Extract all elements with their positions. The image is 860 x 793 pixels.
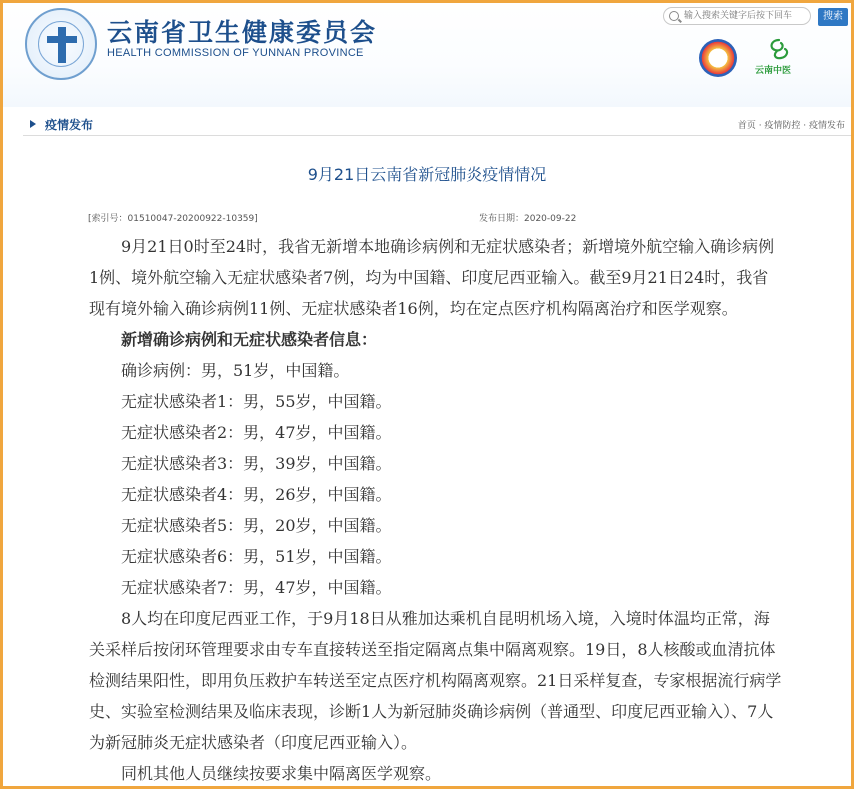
- article-publish-date: 发布日期：2020-09-22: [479, 214, 577, 224]
- campaign-logo-icon[interactable]: [699, 39, 737, 77]
- case-info-heading: 新增确诊病例和无症状感染者信息：: [121, 330, 378, 349]
- article-paragraph-2: 8人均在印度尼西亚工作，于9月18日从雅加达乘机自昆明机场入境，入境时体温均正常，海关采样后按闭环管理要求由专车直接转送至指定隔离点集中隔离观察。19日，8人核酸或血清抗体检测结果阳性，即用负压救护车转送至定点医疗机构隔离观察。21日采样复查，专家根据流行病学史、实验室检测结果及临床表现，诊断1人为新冠肺炎确诊病例（普通型、印度尼西亚输入）、7人为新冠肺炎无症状感染者（印度尼西亚输入）。: [89, 609, 782, 752]
- case-item: 无症状感染者3：男，39岁，中国籍。: [121, 454, 392, 473]
- case-item: 无症状感染者1：男，55岁，中国籍。: [121, 392, 392, 411]
- article-title: 9月21日云南省新冠肺炎疫情情况: [307, 165, 547, 184]
- nav-divider: [23, 135, 851, 136]
- case-item: 无症状感染者6：男，51岁，中国籍。: [121, 547, 392, 566]
- tcm-logo-icon[interactable]: [763, 37, 795, 61]
- case-item: 无症状感染者7：男，47岁，中国籍。: [121, 578, 392, 597]
- search-icon: [669, 11, 679, 21]
- search-input[interactable]: [684, 9, 808, 23]
- site-title[interactable]: 云南省卫生健康委员会: [107, 18, 378, 47]
- section-title[interactable]: 疫情发布: [45, 118, 94, 132]
- site-subtitle: HEALTH COMMISSION OF YUNNAN PROVINCE: [107, 47, 364, 59]
- emblem-cross-vertical: [58, 27, 66, 63]
- case-item: 确诊病例：男，51岁，中国籍。: [121, 361, 350, 380]
- site-header: [3, 3, 851, 107]
- section-marker-icon: [30, 120, 36, 128]
- article-body: [89, 231, 783, 789]
- article-paragraph-3: 同机其他人员继续按要求集中隔离医学观察。: [121, 764, 442, 783]
- article-paragraph-1: 9月21日0时至24时，我省无新增本地确诊病例和无症状感染者；新增境外航空输入确诊病例1例、境外航空输入无症状感染者7例，均为中国籍、印度尼西亚输入。截至9月21日24时，我省现有境外输入确诊病例11例、无症状感染者16例，均在定点医疗机构隔离治疗和医学观察。: [89, 237, 775, 318]
- case-item: 无症状感染者4：男，26岁，中国籍。: [121, 485, 392, 504]
- case-item: 无症状感染者5：男，20岁，中国籍。: [121, 516, 392, 535]
- search-button[interactable]: 搜索: [818, 8, 848, 26]
- tcm-logo-text: 云南中医: [755, 66, 792, 76]
- commission-emblem-icon: [25, 8, 97, 80]
- case-item: 无症状感染者2：男，47岁，中国籍。: [121, 423, 392, 442]
- article-index-number: [索引号：01510047-20200922-10359]: [88, 214, 258, 224]
- emblem-cross-horizontal: [47, 36, 77, 43]
- breadcrumb[interactable]: 首页 · 疫情防控 · 疫情发布: [737, 121, 845, 131]
- search-box[interactable]: [663, 7, 811, 25]
